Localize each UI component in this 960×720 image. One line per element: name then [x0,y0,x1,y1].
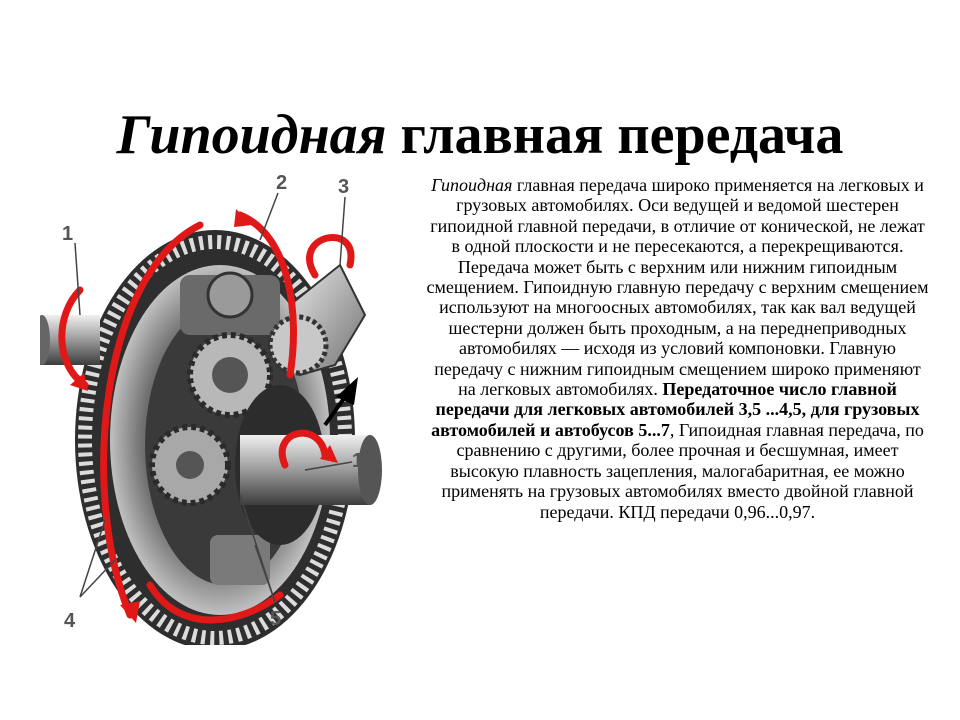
outro-text: , Гипоидная главная передача, по сравнению с другими, более прочная и бесшумная, имеет высокую плавность зацепления, малогабаритная, ее можно применять на грузовых автомобилях вместо двойной главной передачи. КПД передачи 0,96...0,97. [441,419,924,522]
intro-text: главная передача широко применяется на легковых и грузовых автомобилях. Оси ведущей и ведомой шестерен гипоидной главной передачи, в отличие от конической, не лежат в одной плоскости и не пересекаются, а перекрещиваются. Передача может быть с верхним или нижним гипоидным смещением. Гипоидную главную передачу с верхним смещением используют на многоосных автомобилях, так как вал ведущей шестерни должен быть проходным, а на переднеприводных автомобилях — исходя из условий компоновки. Главную передачу с нижним гипоидным смещением широко применяют на легковых автомобилях. [426,175,929,400]
title-regular: главная передача [386,103,844,166]
callout-1-right: 1 [352,450,364,472]
title-italic: Гипоидная [116,103,387,166]
intro-italic: Гипоидная [431,175,513,195]
callout-2: 2 [276,172,288,194]
gear-ratio-text: Передаточное число главной передачи для легковых автомобилей 3,5 ...4,5, для грузовых автомобилей и автобусов 5...7 [431,379,920,440]
hypoid-gear-illustration [40,165,420,645]
callout-4: 4 [64,610,76,632]
callout-3: 3 [338,176,350,198]
input-shaft [40,315,100,365]
callout-5: 5 [270,608,282,630]
callout-1-left: 1 [62,223,74,245]
pinion-arrow [310,237,351,275]
slide-title [0,100,960,170]
description-paragraph [425,175,930,522]
